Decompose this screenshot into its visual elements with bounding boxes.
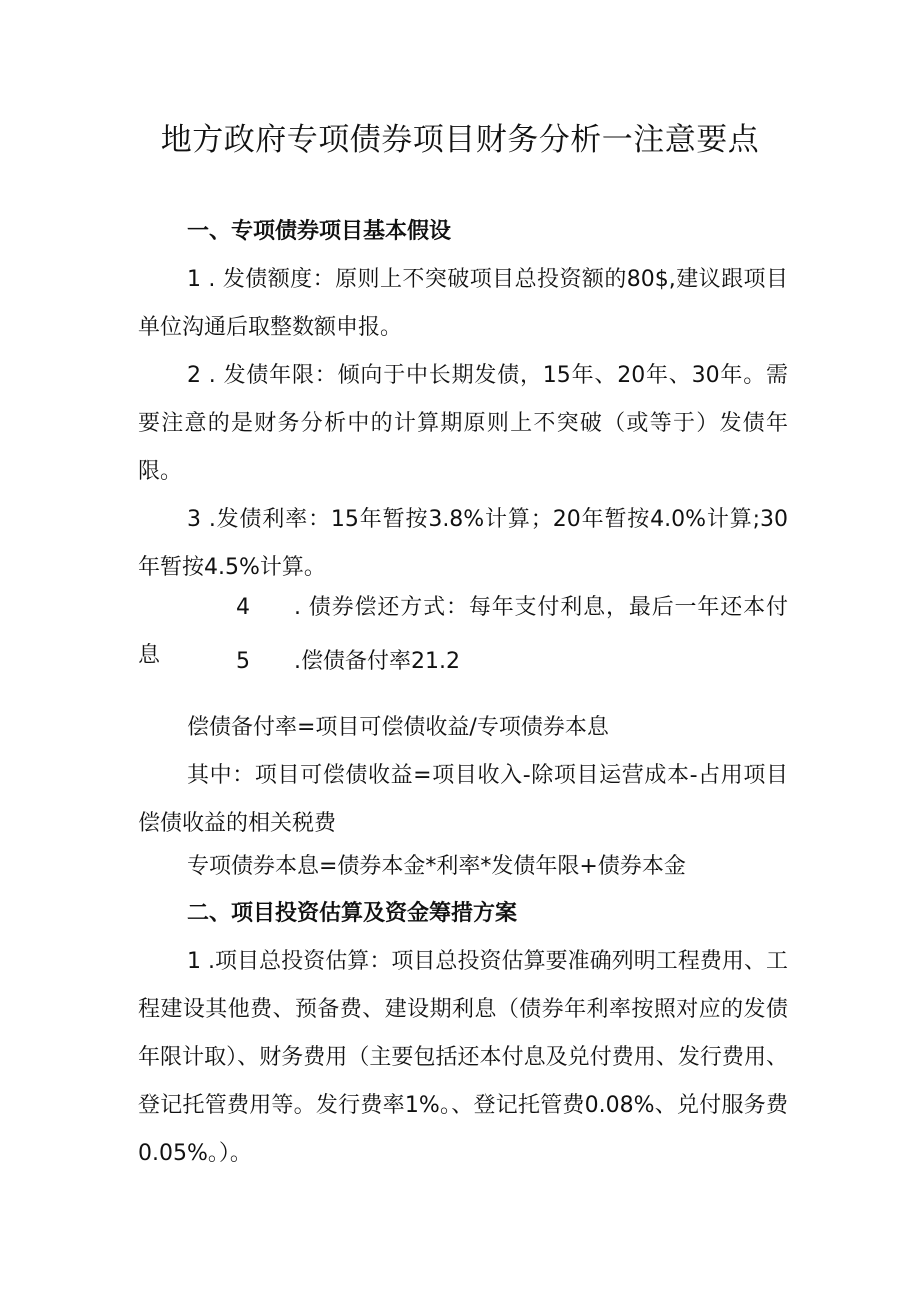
section1-heading: 一、专项债券项目基本假设 <box>187 219 452 244</box>
section1-item4-number: 4 <box>236 595 250 620</box>
section1-item2: 2 . 发债年限：倾向于中长期发债，15年、20年、30年。需要注意的是财务分析中的计算期原则上不突破（或等于）发债年限。 <box>138 363 788 484</box>
formula-coverage-ratio: 偿债备付率=项目可偿债收益/专项债券本息 <box>187 715 609 740</box>
section1-item5-number: 5 <box>236 649 250 674</box>
formula-repayable-income: 其中：项目可偿债收益=项目收入-除项目运营成本-占用项目偿债收益的相关税费 <box>138 763 788 836</box>
section1-item3: 3 .发债利率：15年暂按3.8%计算；20年暂按4.0%计算;30年暂按4.5%计算。 <box>138 507 788 580</box>
section1-item1: 1 . 发债额度：原则上不突破项目总投资额的80$,建议跟项目单位沟通后取整数额申报。 <box>138 267 788 340</box>
section2-heading: 二、项目投资估算及资金筹措方案 <box>187 901 518 926</box>
section1-item5-text: .偿债备付率21.2 <box>294 649 460 674</box>
formula-principal-interest: 专项债券本息=债券本金*利率*发债年限+债券本金 <box>187 854 686 879</box>
section1-item4-text: . 债券偿还方式：每年支付利息，最后一年还本付息 <box>138 595 788 668</box>
section1-item5 <box>138 638 788 686</box>
section2-item1: 1 .项目总投资估算：项目总投资估算要准确列明工程费用、工程建设其他费、预备费、建设期利息（债券年利率按照对应的发债年限计取）、财务费用（主要包括还本付息及兑付费用、发行费用、登记托管费用等。发行费率1%。、登记托管费0.08%、兑付服务费0.05%。）。 <box>138 949 788 1166</box>
document-title: 地方政府专项债券项目财务分析一注意要点 <box>160 122 760 158</box>
